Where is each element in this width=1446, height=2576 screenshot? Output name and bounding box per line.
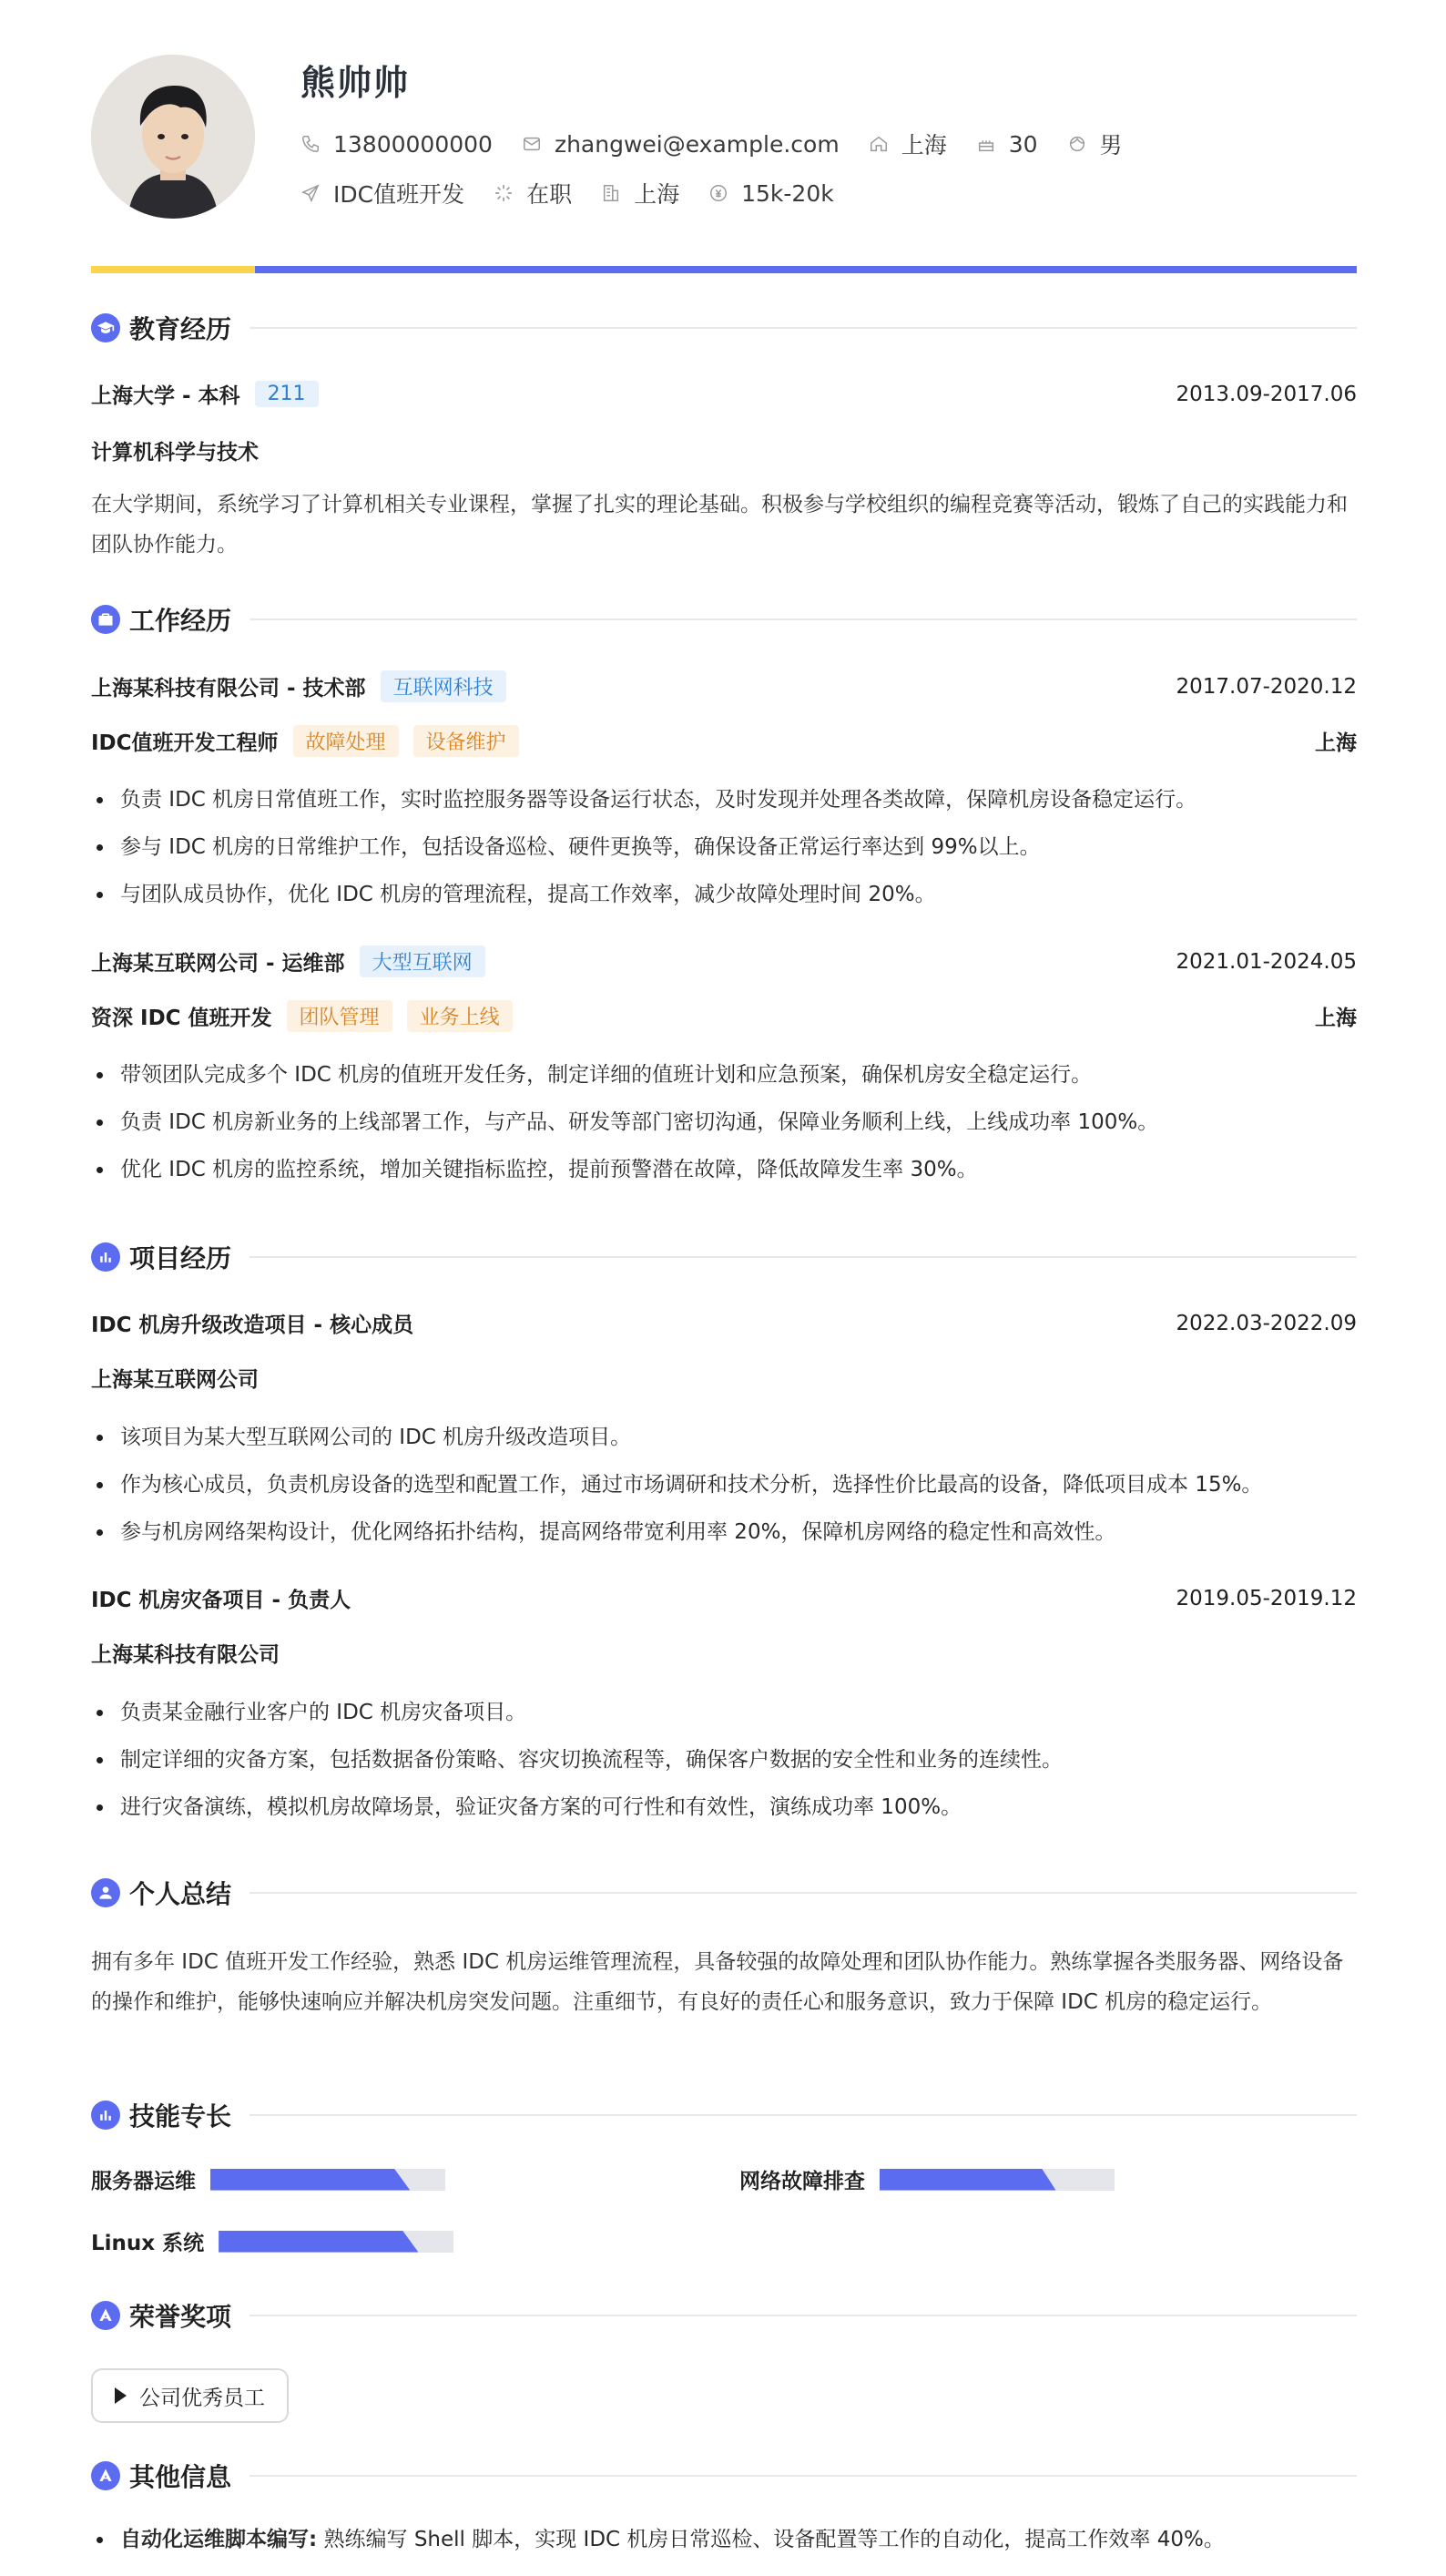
age-text: 30 [1008,130,1038,158]
list-item [91,2516,1357,2563]
work-role-row [91,725,1357,757]
list-item: 参与 IDC 机房的日常维护工作，包括设备巡检、硬件更换等，确保设备正常运行率达到 99%以上。 [91,823,1357,871]
education-header-row [91,379,1357,409]
list-item: 优化 IDC 机房的监控系统，增加关键指标监控，提前预警潜在故障，降低故障发生率 30%。 [91,1146,1357,1193]
target-role-item [300,177,464,210]
location-text: 上海 [901,132,947,158]
phone-item [300,131,493,158]
project-header-row [91,1583,1357,1613]
work-bullets [91,776,1357,918]
company-tag: 互联网科技 [381,670,506,702]
summary-text: 拥有多年 IDC 值班开发工作经验，熟悉 IDC 机房运维管理流程，具备较强的故障处理和团队协作能力。熟练掌握各类服务器、网络设备的操作和维护，能够快速响应并解决机房突发问题。注重细节，有良好的责任心和服务意识，致力于保障 IDC 机房的稳定运行。 [91,1950,1344,2014]
section-skills [91,2097,1357,2133]
role-name: 资深 IDC 值班开发 [91,1007,272,1030]
education-description: 在大学期间，系统学习了计算机相关专业课程，掌握了扎实的理论基础。积极参与学校组织的编程竞赛等活动，锻炼了自己的实践能力和团队协作能力。 [91,493,1348,557]
role-tag: 故障处理 [293,725,399,757]
section-summary [91,1875,1357,1911]
project-company-row [91,1638,1357,1668]
age-item [976,131,1038,158]
section-title: 工作经历 [129,606,232,636]
status-text: 在职 [526,181,573,208]
play-icon [115,2387,127,2404]
list-item: 作为核心成员，负责机房设备的选型和配置工作，通过市场调研和技术分析，选择性价比最高的设备，降低项目成本 15%。 [91,1461,1357,1508]
building-icon [601,183,621,203]
work-role-row [91,1000,1357,1032]
briefcase-icon [91,605,120,634]
education-date: 2013.09-2017.06 [1176,382,1357,406]
user-icon [91,1878,120,1907]
project-company: 上海某科技有限公司 [91,1643,280,1667]
candidate-name: 熊帅帅 [300,63,411,103]
project-company-row [91,1363,1357,1393]
school-name: 上海大学 - 本科 [91,384,240,408]
list-item: 参与机房网络架构设计，优化网络拓扑结构，提高网络带宽利用率 20%，保障机房网络的稳定性和高效性。 [91,1508,1357,1556]
profile-header [91,55,1357,219]
gender-text: 男 [1099,132,1123,158]
award-chip[interactable] [91,2368,289,2423]
phone-icon [300,134,321,154]
company-name: 上海某科技有限公司 - 技术部 [91,677,366,700]
skill-item [739,2164,1115,2194]
section-title: 个人总结 [129,1879,232,1909]
role-tag: 团队管理 [287,1000,392,1032]
list-item: 负责 IDC 机房新业务的上线部署工作，与产品、研发等部门密切沟通，保障业务顺利上线，上线成功率 100%。 [91,1099,1357,1146]
bar-chart-icon [91,2101,120,2130]
award-icon [91,2301,120,2330]
location-item [869,128,947,160]
work-header-row [91,946,1357,977]
major-name: 计算机科学与技术 [91,441,259,465]
list-item: 负责 IDC 机房日常值班工作，实时监控服务器等设备运行状态，及时发现并处理各类故障，保障机房设备稳定运行。 [91,776,1357,823]
project-bullets [91,1689,1357,1831]
role-tag: 业务上线 [407,1000,513,1032]
cake-icon [976,134,996,154]
skill-bar-fill [219,2231,418,2253]
bar-chart-icon [91,1242,120,1272]
list-item: 制定详细的灾备方案，包括数据备份策略、容灾切换流程等，确保客户数据的安全性和业务的连续性。 [91,1736,1357,1784]
school-tag: 211 [255,381,319,407]
send-icon [300,183,321,203]
list-item: 带领团队完成多个 IDC 机房的值班开发任务，制定详细的值班计划和应急预案，确保机房安全稳定运行。 [91,1051,1357,1099]
list-item: 负责某金融行业客户的 IDC 机房灾备项目。 [91,1689,1357,1736]
target-city-item [601,177,679,210]
target-city-text: 上海 [634,181,680,208]
section-title: 其他信息 [129,2462,232,2492]
phone-text[interactable]: 13800000000 [333,130,493,158]
work-city: 上海 [1315,731,1357,755]
project-date: 2022.03-2022.09 [1176,1311,1357,1335]
work-bullets [91,1051,1357,1193]
section-title: 教育经历 [129,314,232,344]
project-bullets [91,1414,1357,1556]
job-intent-row [300,177,863,210]
project-company: 上海某互联网公司 [91,1368,259,1392]
other-text: 熟练编写 Shell 脚本，实现 IDC 机房日常巡检、设备配置等工作的自动化，提高工作效率 40%。 [323,2528,1225,2551]
award-icon [91,2461,120,2490]
skill-bar-fill [210,2169,410,2191]
email-item [522,131,840,158]
email-text[interactable]: zhangwei@example.com [554,130,840,158]
work-header-row [91,670,1357,702]
role-tag: 设备维护 [413,725,519,757]
salary-item [708,180,834,207]
section-title: 荣誉奖项 [129,2302,232,2332]
gender-item [1067,128,1123,160]
loading-icon [494,183,514,203]
face-icon [1067,134,1087,154]
skill-bar [219,2231,453,2253]
mail-icon [522,134,542,154]
skill-label: Linux 系统 [91,2232,205,2255]
status-item [494,177,572,210]
other-bullets [91,2516,1357,2563]
header-divider [91,266,1357,273]
work-city: 上海 [1315,1007,1357,1030]
section-other [91,2458,1357,2494]
skill-bar [880,2169,1115,2191]
project-date: 2019.05-2019.12 [1176,1586,1357,1610]
list-item: 该项目为某大型互联网公司的 IDC 机房升级改造项目。 [91,1414,1357,1461]
skill-bar [210,2169,445,2191]
project-header-row [91,1308,1357,1338]
company-tag: 大型互联网 [360,946,485,977]
major-row [91,435,1357,465]
avatar-portrait-icon [91,55,255,219]
skill-label: 服务器运维 [91,2170,196,2193]
graduation-cap-icon [91,313,120,342]
work-date: 2017.07-2020.12 [1176,674,1357,699]
section-title: 技能专长 [129,2101,232,2131]
money-icon [708,183,728,203]
home-icon [869,134,889,154]
skill-label: 网络故障排查 [739,2170,865,2193]
contact-row [300,128,1152,160]
list-item: 与团队成员协作，优化 IDC 机房的管理流程，提高工作效率，减少故障处理时间 20%。 [91,871,1357,918]
section-work [91,601,1357,638]
award-label: 公司优秀员工 [139,2386,265,2410]
section-title: 项目经历 [129,1243,232,1273]
list-item: 进行灾备演练，模拟机房故障场景，验证灾备方案的可行性和有效性，演练成功率 100%。 [91,1784,1357,1831]
company-name: 上海某互联网公司 - 运维部 [91,952,345,976]
section-projects [91,1239,1357,1275]
skill-item [91,2164,445,2194]
avatar [91,55,255,219]
section-education [91,310,1357,346]
project-title: IDC 机房升级改造项目 - 核心成员 [91,1314,414,1337]
skill-item [91,2226,453,2256]
skill-bar-fill [880,2169,1056,2191]
other-label: 自动化运维脚本编写: [120,2528,318,2551]
salary-text: 15k-20k [741,179,834,207]
section-awards [91,2297,1357,2334]
project-title: IDC 机房灾备项目 - 负责人 [91,1589,351,1612]
role-name: IDC值班开发工程师 [91,731,279,755]
work-date: 2021.01-2024.05 [1176,949,1357,974]
target-role-text: IDC值班开发 [333,181,465,208]
